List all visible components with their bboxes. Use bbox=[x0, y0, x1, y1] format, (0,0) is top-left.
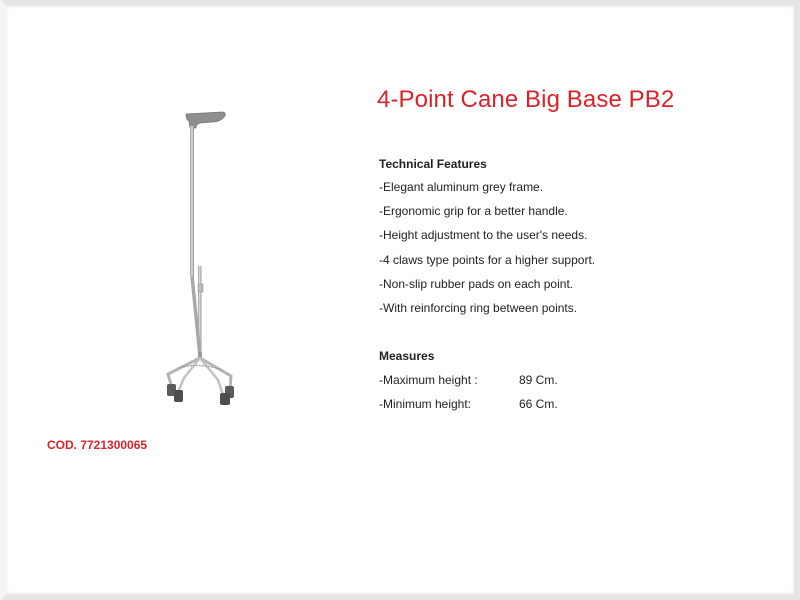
product-title: 4-Point Cane Big Base PB2 bbox=[377, 86, 675, 113]
measure-row-min bbox=[379, 397, 558, 411]
feature-item: -With reinforcing ring between points. bbox=[379, 300, 578, 315]
feature-item: -Elegant aluminum grey frame. bbox=[379, 180, 544, 194]
product-code: COD. 7721300065 bbox=[47, 438, 148, 452]
measure-label: -Maximum height : bbox=[379, 373, 478, 387]
measure-label: -Minimum height: bbox=[379, 397, 472, 411]
feature-item: -Height adjustment to the user's needs. bbox=[379, 228, 588, 243]
cane-image bbox=[156, 106, 251, 411]
feature-item: -4 claws type points for a higher support. bbox=[379, 252, 596, 267]
measure-row-max bbox=[379, 373, 558, 387]
feature-item: -Ergonomic grip for a better handle. bbox=[379, 204, 568, 219]
measures-heading: Measures bbox=[379, 349, 435, 363]
measure-value: 89 Cm. bbox=[519, 373, 558, 387]
technical-features-heading: Technical Features bbox=[379, 157, 487, 171]
feature-item: -Non-slip rubber pads on each point. bbox=[379, 276, 574, 291]
feature-list bbox=[379, 179, 595, 324]
measure-value: 66 Cm. bbox=[519, 397, 558, 411]
